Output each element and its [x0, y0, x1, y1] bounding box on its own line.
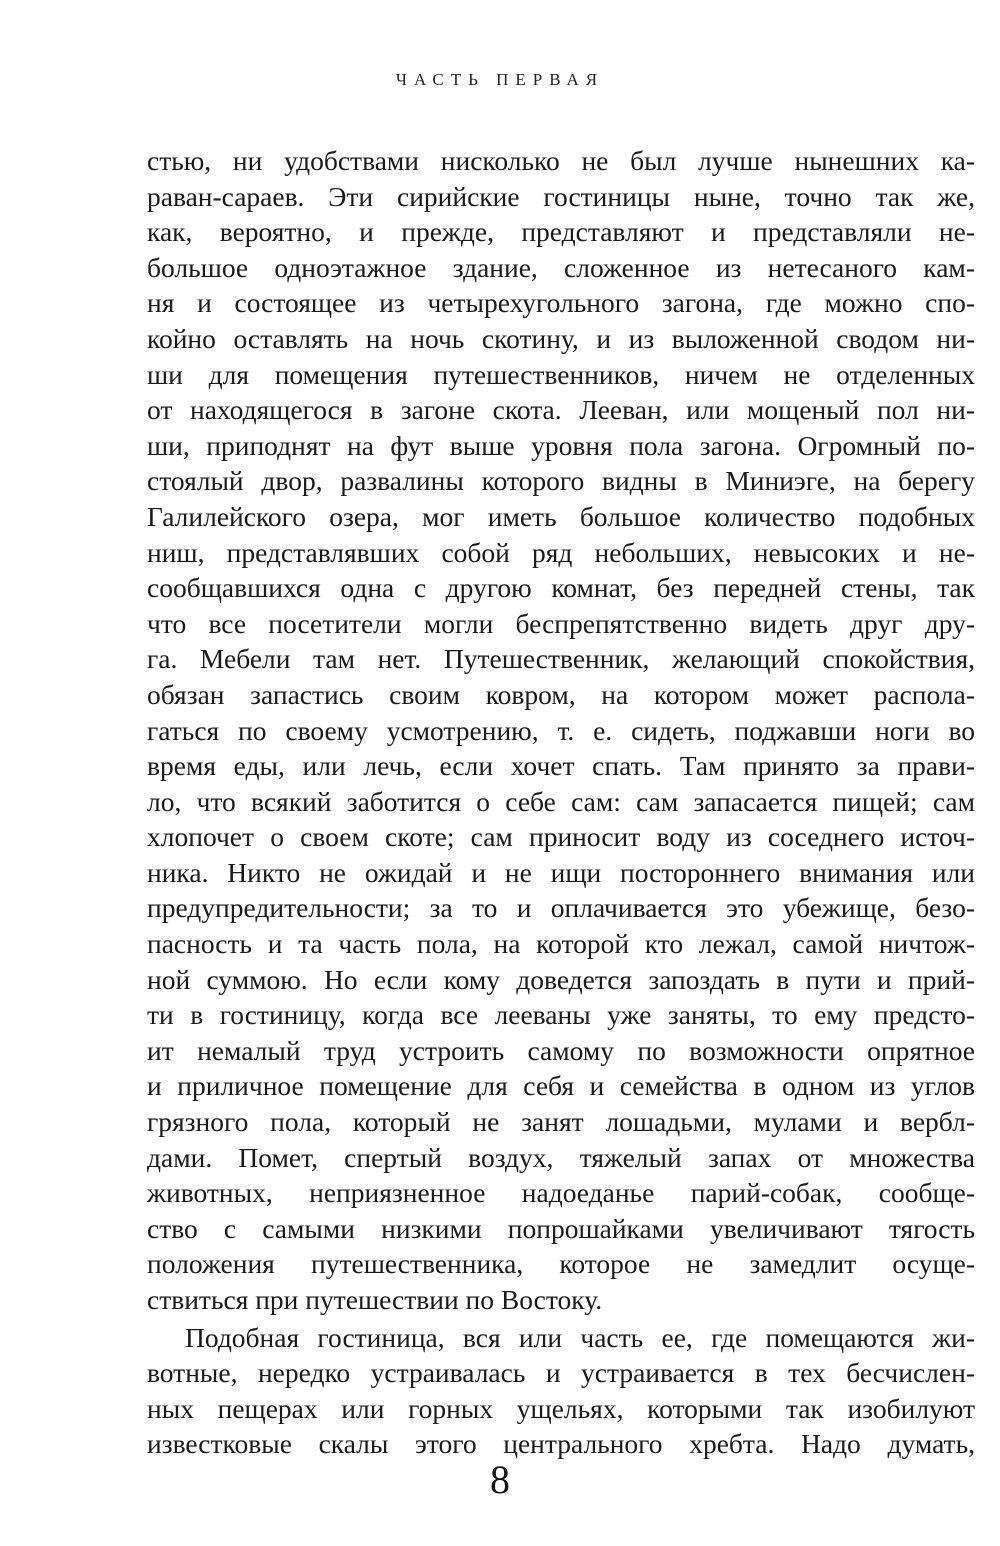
text-line: как, вероятно, и прежде, представляют и представляли не-: [147, 216, 975, 248]
text-line: что все посетители могли беспрепятственно видеть друг дру-: [147, 607, 975, 639]
text-line: время еды, или лечь, если хочет спать. Там принято за прави-: [147, 750, 975, 782]
text-line: ши для помещения путешественников, ничем не отделенных: [147, 358, 975, 390]
text-line: пасность и та часть пола, на которой кто лежал, самой ничтож-: [147, 928, 975, 960]
text-line: положения путешественника, которое не замедлит осуще-: [147, 1248, 975, 1280]
text-line: и приличное помещение для себя и семейства в одном из углов: [147, 1070, 975, 1102]
text-line: дами. Помет, спертый воздух, тяжелый запах от множества: [147, 1141, 975, 1173]
text-line: ня и состоящее из четырехугольного загона, где можно спо-: [147, 287, 975, 319]
text-line: предупредительности; за то и оплачивается это убежище, безо-: [147, 892, 975, 924]
text-line: койно оставлять на ночь скотину, и из выложенной сводом ни-: [147, 322, 975, 354]
text-line: ника. Никто не ожидай и не ищи постороннего внимания или: [147, 856, 975, 888]
text-line: Галилейского озера, мог иметь большое количество подобных: [147, 500, 975, 532]
paragraph-1: [147, 143, 975, 1318]
text-line: ство с самыми низкими попрошайками увеличивают тягость: [147, 1212, 975, 1244]
text-line: ствиться при путешествии по Востоку.: [147, 1284, 603, 1315]
text-line: сообщавшихся одна с другою комнат, без передней стены, так: [147, 572, 975, 604]
text-line: ных пещерах или горных ущельях, которыми так изобилуют: [147, 1392, 975, 1424]
paragraph-2: [147, 1320, 975, 1462]
text-line: ши, приподнят на фут выше уровня пола загона. Огромный по-: [147, 429, 975, 461]
text-line: от находящегося в загоне скота. Лееван, или мощеный пол ни-: [147, 394, 975, 426]
text-line: ниш, представлявших собой ряд небольших, невысоких и не-: [147, 536, 975, 568]
page-number: 8: [490, 1457, 510, 1502]
text-line: грязного пола, который не занят лошадьми, мулами и вербл-: [147, 1106, 975, 1138]
running-head: ЧАСТЬ ПЕРВАЯ: [395, 70, 605, 89]
text-line: животных, неприязненное надоеданье парий-собак, сообще-: [147, 1177, 975, 1209]
text-line: вотные, нередко устраивалась и устраивается в тех бесчислен-: [147, 1357, 975, 1389]
text-line: стью, ни удобствами нисколько не был лучше нынешних ка-: [147, 145, 975, 176]
text-line: га. Мебели там нет. Путешественник, желающий спокойствия,: [147, 643, 975, 675]
text-line: известковые скалы этого центрального хребта. Надо думать,: [147, 1428, 975, 1460]
text-line: стоялый двор, развалины которого видны в Миниэге, на берегу: [147, 465, 975, 497]
text-line: ти в гостиницу, когда все лееваны уже заняты, то ему предсто-: [147, 999, 975, 1031]
text-line: ит немалый труд устроить самому по возможности опрятное: [147, 1034, 975, 1066]
text-line: Подобная гостиница, вся или часть ее, где помещаются жи-: [185, 1321, 975, 1353]
text-line: раван-сараев. Эти сирийские гостиницы ныне, точно так же,: [147, 180, 975, 212]
body-text: [147, 143, 975, 1462]
text-line: большое одноэтажное здание, сложенное из нетесаного кам-: [147, 251, 975, 283]
text-line: гаться по своему усмотрению, т. е. сидеть, поджавши ноги во: [147, 714, 975, 746]
text-line: хлопочет о своем скоте; сам приносит воду из соседнего источ-: [147, 821, 975, 853]
text-line: обязан запастись своим ковром, на котором может распола-: [147, 678, 975, 710]
text-line: ло, что всякий заботится о себе сам: сам запасается пищей; сам: [147, 785, 975, 817]
text-line: ной суммою. Но если кому доведется запоздать в пути и прий-: [147, 963, 975, 995]
